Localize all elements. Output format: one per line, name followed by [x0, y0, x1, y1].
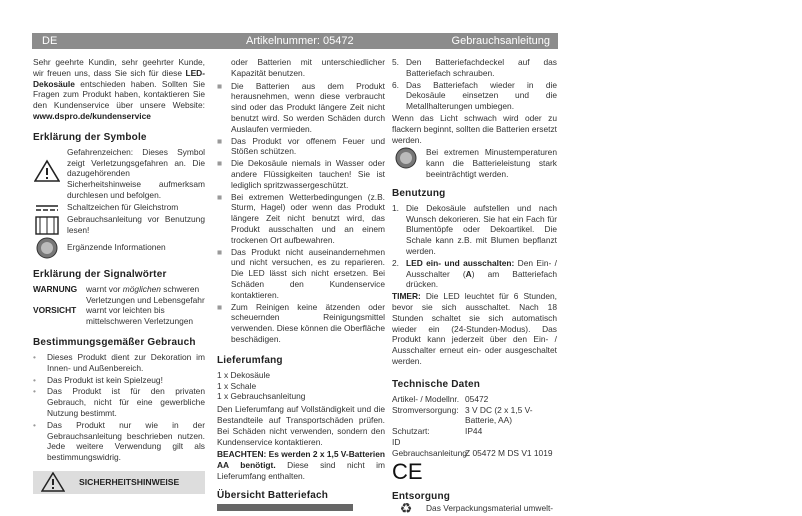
recycling-icon: ♻ — [399, 499, 413, 516]
scope-heading: Lieferumfang — [217, 354, 283, 366]
list-item: 6. Das Batteriefach wieder in die Dekosäule einsetzen und die Metallhalterungen umbiegen. — [392, 79, 557, 112]
usage-heading: Benutzung — [392, 187, 446, 199]
list-item: ■ Das Produkt nicht auseinandernehmen und nicht versuchen, es zu reparieren. Die LED lässt sich nicht ersetzen. Bei Schäden den Kundenservice kontaktieren. — [217, 246, 385, 300]
tech-row: Stromversorgung: 3 V DC (2 x 1,5 V-Batterie, AA) — [392, 404, 533, 426]
tech-row: Artikel- / Modellnr. 05472 — [392, 393, 489, 404]
warning-triangle-icon — [33, 147, 61, 201]
battery-heading: Übersicht Batteriefach — [217, 489, 329, 501]
battery-note: BEACHTEN: Es werden 2 x 1,5 V-Batterien AA benötigt. Diese sind nicht im Lieferumfang enthalten. — [217, 449, 386, 481]
column-2: oder Batterien mit unterschiedlicher Kapazität benutzen. ■ Die Batterien aus dem Produkt herausnehmen, wenn diese verbraucht sind oder das Produkt längere Zeit nicht benutzt wird. So werden Schäden durch Auslaufen vermieden. ■ Das Produkt vor offenem Feuer und Stößen schützen. ■ Die Dekosäule niemals in Wasser oder andere Flüssigkeiten tauchen! Sie ist lediglich spritzwassergeschützt. ■ Bei extremen Wetterbedingungen (z.B. Sturm, Hagel) oder wenn das Produkt längere Zeit nicht benutzt wird, das Produkt ausschalten und an einem trockenen Ort aufbewahren. ■ Das Produkt nicht auseinandernehmen und nicht versuchen, es zu reparieren. Die LED lässt sich nicht ersetzen. Bei Schäden den Kundenservice kontaktieren. ■ Zum Reinigen keine ätzenden oder scheuernden Reinigungsmittel verwenden. Diese können die Oberfläche beschädigen. Lieferumfang 1 x Dekosäule 1 x Schale 1 x Gebrauchsanleitung Den Lieferumfang auf Vollständigkeit und die Bestandteile auf Transportschäden prüfen. Bei Schäden nicht verwenden, sondern den Kundenservice kontaktieren. BEACHTEN: Es werden 2 x 1,5 V-Batterien AA benötigt. Diese sind nicht im Lieferumfang enthalten. Übersicht Batteriefach — [217, 57, 385, 511]
safety-list — [217, 81, 385, 345]
document-title: Gebrauchsanleitung — [451, 35, 550, 47]
list-item: ■ Zum Reinigen keine ätzenden oder scheuernden Reinigungsmittel verwenden. Diese können die Oberfläche beschädigen. — [217, 301, 385, 344]
info-hand-icon — [33, 237, 61, 259]
list-item: 5. Den Batteriefachdeckel auf das Batteriefach schrauben. — [392, 57, 557, 78]
list-item: 2. LED ein- und ausschalten: Den Ein- / Ausschalter (A) am Batteriefach drücken. — [392, 257, 557, 290]
intended-use-heading: Bestimmungsgemäßer Gebrauch — [33, 336, 196, 348]
warning-triangle-icon — [41, 472, 65, 492]
language-label: DE — [42, 35, 58, 47]
ce-mark: CE — [392, 458, 423, 484]
info-hand-icon — [392, 147, 420, 179]
list-item: ■ Die Batterien aus dem Produkt herausnehmen, wenn diese verbraucht sind oder das Produkt längere Zeit nicht benutzt wird. So werden Schäden durch Auslaufen vermieden. — [217, 80, 385, 134]
battery-compartment-image — [217, 504, 353, 511]
article-number: Artikelnummer: 05472 — [246, 35, 354, 47]
list-item: ■ Bei extremen Wetterbedingungen (z.B. Sturm, Hagel) oder wenn das Produkt längere Zeit nicht benutzt wird, das Produkt ausschalten und an einem trockenen Ort aufbewahren. — [217, 191, 385, 245]
direct-current-icon — [33, 202, 61, 213]
list-item: • Das Produkt nur wie in der Gebrauchsanleitung beschrieben nutzen. Jede weitere Verwendung gilt als bestimmungswidrig. — [33, 419, 205, 463]
symbols-heading: Erklärung der Symbole — [33, 131, 147, 143]
intro-text: Sehr geehrte Kundin, sehr geehrter Kunde, wir freuen uns, dass Sie sich für diese LED-Dekosäule entschieden haben. Sollten Sie Fragen zum Produkt haben, kontaktieren Sie den Kundenservice über unsere Website: www.dspro.de/kundenservice — [33, 57, 205, 121]
info-note: Bei extremen Minustemperaturen kann die Batterieleistung stark beeinträchtigt werden. — [392, 147, 557, 179]
symbol-row: Ergänzende Informationen — [33, 237, 205, 259]
signal-words-heading: Erklärung der Signalwörter — [33, 268, 167, 280]
header-bar — [32, 33, 558, 49]
disposal-heading: Entsorgung — [392, 490, 451, 502]
signal-word-row: VORSICHT warnt vor leichten bis mittelschweren Verletzungen — [33, 305, 194, 327]
intended-use-list — [33, 352, 205, 463]
list-item: • Das Produkt ist kein Spielzeug! — [33, 374, 163, 385]
tech-row: Schutzart: IP44 — [392, 426, 483, 437]
list-item: • Dieses Produkt dient zur Dekoration im Innen- und Außenbereich. — [33, 351, 205, 373]
symbol-row: Schaltzeichen für Gleichstrom — [33, 202, 205, 213]
manual-book-icon — [33, 214, 61, 236]
column-3: 5. Den Batteriefachdeckel auf das Batteriefach schrauben. 6. Das Batteriefach wieder in die Dekosäule einsetzen und die Metallhalterungen umbiegen. Wenn das Licht schwach wird oder zu flackern beginnt, sollten die Batterien ersetzt werden. Bei extremen Minustemperaturen kann die Batterieleistung stark beeinträchtigt werden. Benutzung 1. Die Dekosäule aufstellen und nach Wunsch dekorieren. Sie hat ein Fach für Blumentöpfe oder Dekoartikel. Die Schale kann z.B. mit Blumen bepflanzt werden. 2. LED ein- und ausschalten: Den Ein- / Ausschalter (A) am Batteriefach drücken. TIMER: Die LED leuchtet für 6 Stunden, bevor sie sich ausschaltet. Nach 18 Stunden schaltet sie sich automatisch wieder ein (24-Stunden-Modus). Das Produkt kann jederzeit über den Ein- / Ausschalter erneut ein- oder ausgeschaltet werden. Technische Daten Artikel- / Modellnr. 05472 Stromversorgung: 3 V DC (2 x 1,5 V-Batterie, AA) Schutzart: IP44 ID Gebrauchsanleitung: Z 05472 M DS V1 1019 CE Entsorgung ♻ Das Verpackungsmaterial umwelt- — [392, 57, 557, 516]
scope-item: 1 x Gebrauchsanleitung — [217, 391, 306, 402]
tech-row: ID Gebrauchsanleitung: Z 05472 M DS V1 1019 — [392, 436, 553, 458]
list-item: ■ Das Produkt vor offenem Feuer und Stößen schützen. — [217, 135, 385, 157]
scope-item: 1 x Dekosäule — [217, 369, 271, 380]
signal-word-row: WARNUNG warnt vor möglichen schweren Verletzungen und Lebensgefahr — [33, 283, 205, 305]
list-item: 1. Die Dekosäule aufstellen und nach Wunsch dekorieren. Sie hat ein Fach für Blumentöpfe oder Dekoartikel. Die Schale kann z.B. mit Blumen bepflanzt werden. — [392, 202, 557, 256]
safety-notice-banner: SICHERHEITSHINWEISE — [33, 471, 205, 494]
list-item: • Das Produkt ist für den privaten Gebrauch, nicht für eine gewerbliche Nutzung bestimmt. — [33, 386, 205, 418]
timer-text: TIMER: Die LED leuchtet für 6 Stunden, bevor sie sich ausschaltet. Nach 18 Stunden schaltet sie sich automatisch wieder ein (24-Stunden-Modus). Das Produkt kann jederzeit über den Ein- / Ausschalter erneut ein- oder ausgeschaltet werden. — [392, 291, 557, 366]
column-1 — [33, 57, 205, 494]
list-item: ■ Die Dekosäule niemals in Wasser oder andere Flüssigkeiten tauchen! Sie ist lediglich spritzwassergeschützt. — [217, 158, 385, 190]
symbol-row: Gefahrenzeichen: Dieses Symbol zeigt Verletzungsgefahren an. Die dazugehörenden Sicherheitshinweise aufmerksam durchlesen und befolgen. — [33, 147, 205, 201]
tech-data-heading: Technische Daten — [392, 378, 481, 390]
scope-item: 1 x Schale — [217, 380, 257, 391]
symbol-row: Gebrauchsanleitung vor Benutzung lesen! — [33, 214, 205, 236]
